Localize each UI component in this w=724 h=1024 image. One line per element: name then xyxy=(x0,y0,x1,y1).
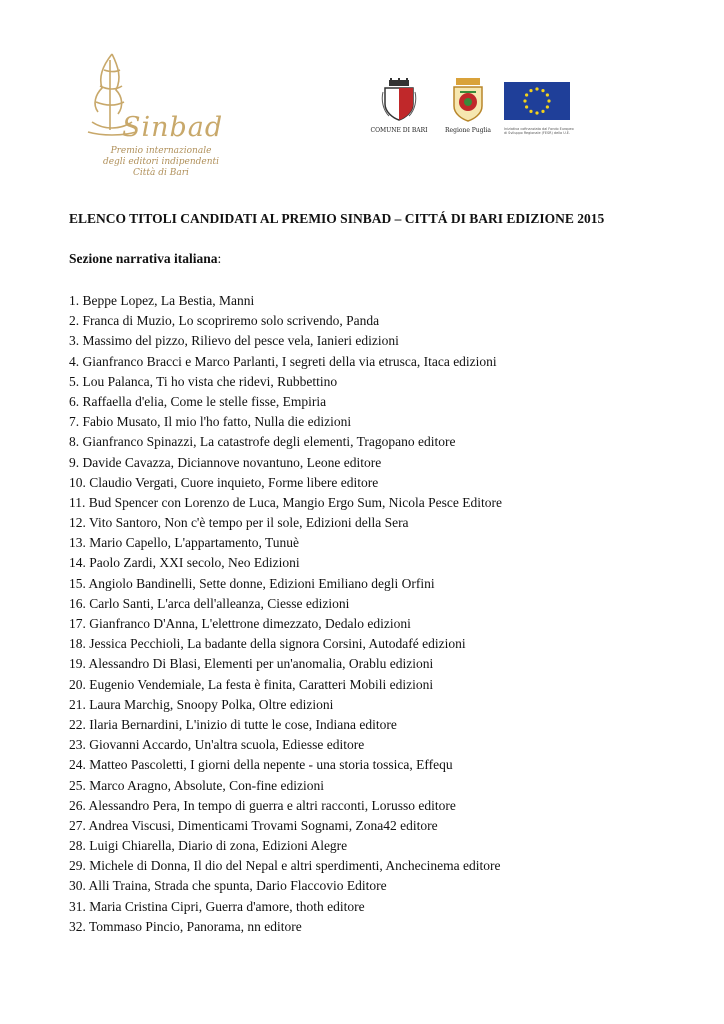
candidate-list xyxy=(69,291,502,937)
list-item: 32. Tommaso Pincio, Panorama, nn editore xyxy=(69,918,302,934)
list-item: 24. Matteo Pascoletti, I giorni della nepente - una storia tossica, Effequ xyxy=(69,757,453,773)
section-suffix: : xyxy=(217,251,222,266)
section-label: Sezione narrativa italiana xyxy=(69,251,218,266)
eu-star-icon xyxy=(535,111,538,114)
eu-star-icon xyxy=(529,110,532,113)
list-item: 25. Marco Aragno, Absolute, Con-fine edizioni xyxy=(69,777,324,793)
eu-star-icon xyxy=(525,93,528,96)
list-item: 12. Vito Santoro, Non c'è tempo per il sole, Edizioni della Sera xyxy=(69,515,409,531)
list-item: 8. Gianfranco Spinazzi, La catastrofe degli elementi, Tragopano editore xyxy=(69,434,456,450)
list-item: 16. Carlo Santi, L'arca dell'alleanza, Ciesse edizioni xyxy=(69,595,350,611)
comune-caption: COMUNE DI BARI xyxy=(370,127,428,134)
list-item: 5. Lou Palanca, Ti ho vista che ridevi, Rubbettino xyxy=(69,373,338,389)
sinbad-logo xyxy=(82,50,222,182)
eu-star-icon xyxy=(541,110,544,113)
list-item: 21. Laura Marchig, Snoopy Polka, Oltre edizioni xyxy=(69,696,334,712)
list-item: 2. Franca di Muzio, Lo scopriremo solo scrivendo, Panda xyxy=(69,313,380,329)
comune-di-bari-logo xyxy=(368,78,430,134)
eu-flag-icon xyxy=(504,82,570,120)
list-item: 19. Alessandro Di Blasi, Elementi per un'anomalia, Orablu edizioni xyxy=(69,656,434,672)
list-item: 6. Raffaella d'elia, Come le stelle fisse, Empiria xyxy=(69,393,327,409)
document-title: ELENCO TITOLI CANDIDATI AL PREMIO SINBAD – CITTÁ DI BARI EDIZIONE 2015 xyxy=(69,211,605,226)
list-item: 17. Gianfranco D'Anna, L'elettrone dimezzato, Dedalo edizioni xyxy=(69,616,411,631)
list-item: 1. Beppe Lopez, La Bestia, Manni xyxy=(69,293,255,308)
eu-star-icon xyxy=(523,99,526,102)
list-item: 10. Claudio Vergati, Cuore inquieto, Forme libere editore xyxy=(69,474,379,490)
section-heading xyxy=(69,251,221,267)
list-item: 28. Luigi Chiarella, Diario di zona, Edizioni Alegre xyxy=(69,838,348,854)
eu-star-icon xyxy=(547,99,550,102)
eu-flag-logo xyxy=(504,82,574,140)
eu-star-icon xyxy=(546,105,549,108)
region-crest-icon xyxy=(448,76,488,122)
list-item: 11. Bud Spencer con Lorenzo de Luca, Mangio Ergo Sum, Nicola Pesce Editore xyxy=(69,494,503,510)
list-item: 7. Fabio Musato, Il mio l'ho fatto, Nulla die edizioni xyxy=(69,414,352,430)
sinbad-wordmark: Sinbad xyxy=(122,112,224,143)
eu-star-icon xyxy=(535,87,538,90)
regione-caption: Regione Puglia xyxy=(445,127,491,134)
list-item: 29. Michele di Donna, Il dio del Nepal e altri sperdimenti, Anchecinema editore xyxy=(69,858,501,874)
list-item: 22. Ilaria Bernardini, L'inizio di tutte le cose, Indiana editore xyxy=(69,716,397,732)
eu-star-icon xyxy=(525,105,528,108)
eu-star-icon xyxy=(546,93,549,96)
eu-caption: Iniziativa cofinanziata dal Fondo Europeo di Sviluppo Regionale (FESR) della U.E. xyxy=(504,127,574,135)
list-item: 20. Eugenio Vendemiale, La festa è finita, Caratteri Mobili edizioni xyxy=(69,676,434,692)
list-item: 13. Mario Capello, L'appartamento, Tunuè xyxy=(69,535,300,551)
sinbad-subtitle: Premio internazionale degli editori indipendenti Città di Bari xyxy=(102,146,220,178)
city-crest-icon xyxy=(381,78,417,122)
list-item: 15. Angiolo Bandinelli, Sette donne, Edizioni Emiliano degli Orfini xyxy=(69,575,435,591)
list-item: 9. Davide Cavazza, Diciannove novantuno, Leone editore xyxy=(69,454,382,470)
list-item: 14. Paolo Zardi, XXI secolo, Neo Edizioni xyxy=(69,555,300,571)
list-item: 26. Alessandro Pera, In tempo di guerra e altri racconti, Lorusso editore xyxy=(69,797,456,813)
list-item: 18. Jessica Pecchioli, La badante della signora Corsini, Autodafé edizioni xyxy=(69,636,466,652)
list-item: 30. Alli Traina, Strada che spunta, Dario Flaccovio Editore xyxy=(69,878,387,894)
regione-puglia-logo xyxy=(440,76,496,136)
eu-star-icon xyxy=(529,89,532,92)
list-item: 3. Massimo del pizzo, Rilievo del pesce vela, Ianieri edizioni xyxy=(69,333,399,349)
eu-star-icon xyxy=(541,89,544,92)
list-item: 23. Giovanni Accardo, Un'altra scuola, Ediesse editore xyxy=(69,737,365,753)
list-item: 4. Gianfranco Bracci e Marco Parlanti, I segreti della via etrusca, Itaca edizioni xyxy=(69,353,497,369)
list-item: 27. Andrea Viscusi, Dimenticami Trovami Sognami, Zona42 editore xyxy=(69,817,438,833)
list-item: 31. Maria Cristina Cipri, Guerra d'amore, thoth editore xyxy=(69,898,365,914)
